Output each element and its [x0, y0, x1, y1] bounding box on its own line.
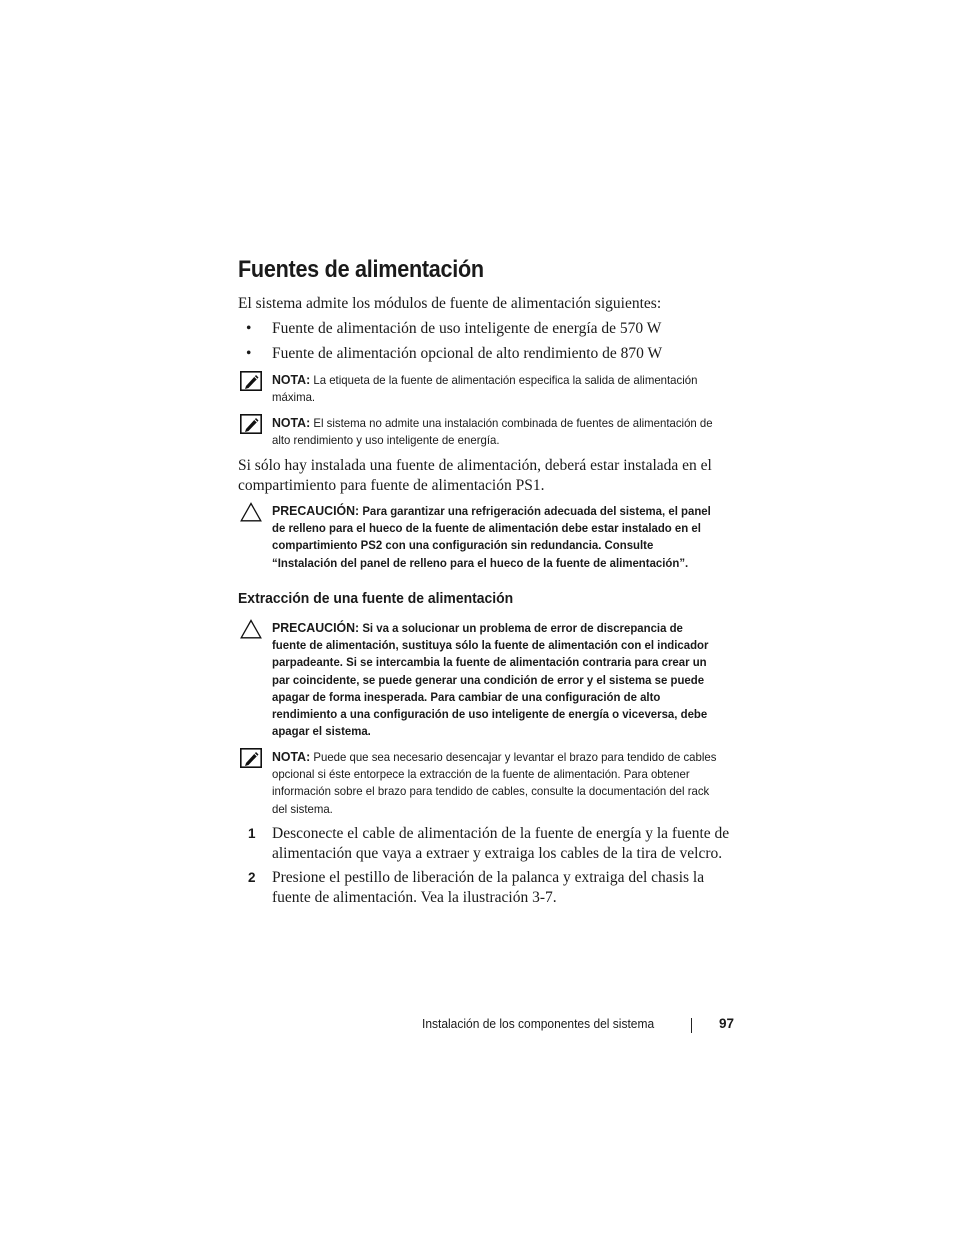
note-text: El sistema no admite una instalación combinada de fuentes de alimentación de alto rendimiento y uso inteligente de energía. — [272, 416, 713, 448]
step-number: 2 — [248, 870, 256, 885]
caution-triangle-icon — [240, 619, 262, 639]
note-content — [272, 414, 719, 449]
note-content — [272, 748, 719, 818]
note-content — [272, 371, 719, 406]
note-text: Puede que sea necesario desencajar y levantar el brazo para tendido de cables opcional si éste entorpece la extracción de la fuente de alimentación. Para obtener información sobre el brazo para tendido de cables, consulte la documentación del rack del sistema. — [272, 750, 717, 816]
step-number: 1 — [248, 826, 256, 841]
bullet-text: Fuente de alimentación opcional de alto rendimiento de 870 W — [272, 345, 663, 362]
page-footer — [420, 1015, 736, 1035]
page-number: 97 — [719, 1016, 735, 1031]
pencil-note-icon — [240, 414, 262, 434]
bullet-text: Fuente de alimentación de uso inteligente de energía de 570 W — [272, 320, 662, 337]
caution-content — [272, 619, 719, 740]
bullet-dot: • — [246, 345, 252, 362]
body-paragraph: Si sólo hay instalada una fuente de alimentación, deberá estar instalada en el compartimiento para fuente de alimentación PS1. — [238, 457, 712, 494]
intro-paragraph: El sistema admite los módulos de fuente de alimentación siguientes: — [238, 295, 662, 312]
caution-label: PRECAUCIÓN: — [272, 620, 360, 635]
footer-chapter-title: Instalación de los componentes del sistema — [422, 1017, 655, 1031]
caution-text: Para garantizar una refrigeración adecuada del sistema, el panel de relleno para el hueco de la fuente de alimentación debe estar instalado en el compartimiento PS2 con una configuración sin redundancia. Consulte “Instalación del panel de relleno para el hueco de la fuente de alimentación”. — [272, 504, 711, 570]
step-text: Desconecte el cable de alimentación de la fuente de energía y la fuente de alimentación que vaya a extraer y extraiga los cables de la tira de velcro. — [272, 825, 730, 862]
footer-separator — [691, 1018, 692, 1033]
section-subtitle: Extracción de una fuente de alimentación — [238, 590, 514, 607]
step-text: Presione el pestillo de liberación de la palanca y extraiga del chasis la fuente de alimentación. Vea la ilustración 3-7. — [272, 869, 705, 906]
caution-text: Si va a solucionar un problema de error de discrepancia de fuente de alimentación, sustituya sólo la fuente de alimentación con el indicador parpadeante. Si se intercambia la fuente de alimentación contraria para crear un par coincidente, se puede generar una condición de error y el sistema se puede apagar de forma inesperada. Para cambiar de una configuración de alto rendimiento a una configuración de uso inteligente de energía o viceversa, debe apagar el sistema. — [272, 621, 709, 739]
note-label: NOTA: — [272, 749, 311, 764]
pencil-note-icon — [240, 748, 262, 768]
note-text: La etiqueta de la fuente de alimentación especifica la salida de alimentación máxima. — [272, 373, 698, 405]
caution-triangle-icon — [240, 502, 262, 522]
note-label: NOTA: — [272, 372, 311, 387]
page-title: Fuentes de alimentación — [238, 256, 484, 283]
note-label: NOTA: — [272, 415, 311, 430]
bullet-dot: • — [246, 320, 252, 337]
caution-content — [272, 502, 719, 572]
caution-label: PRECAUCIÓN: — [272, 503, 360, 518]
pencil-note-icon — [240, 371, 262, 391]
